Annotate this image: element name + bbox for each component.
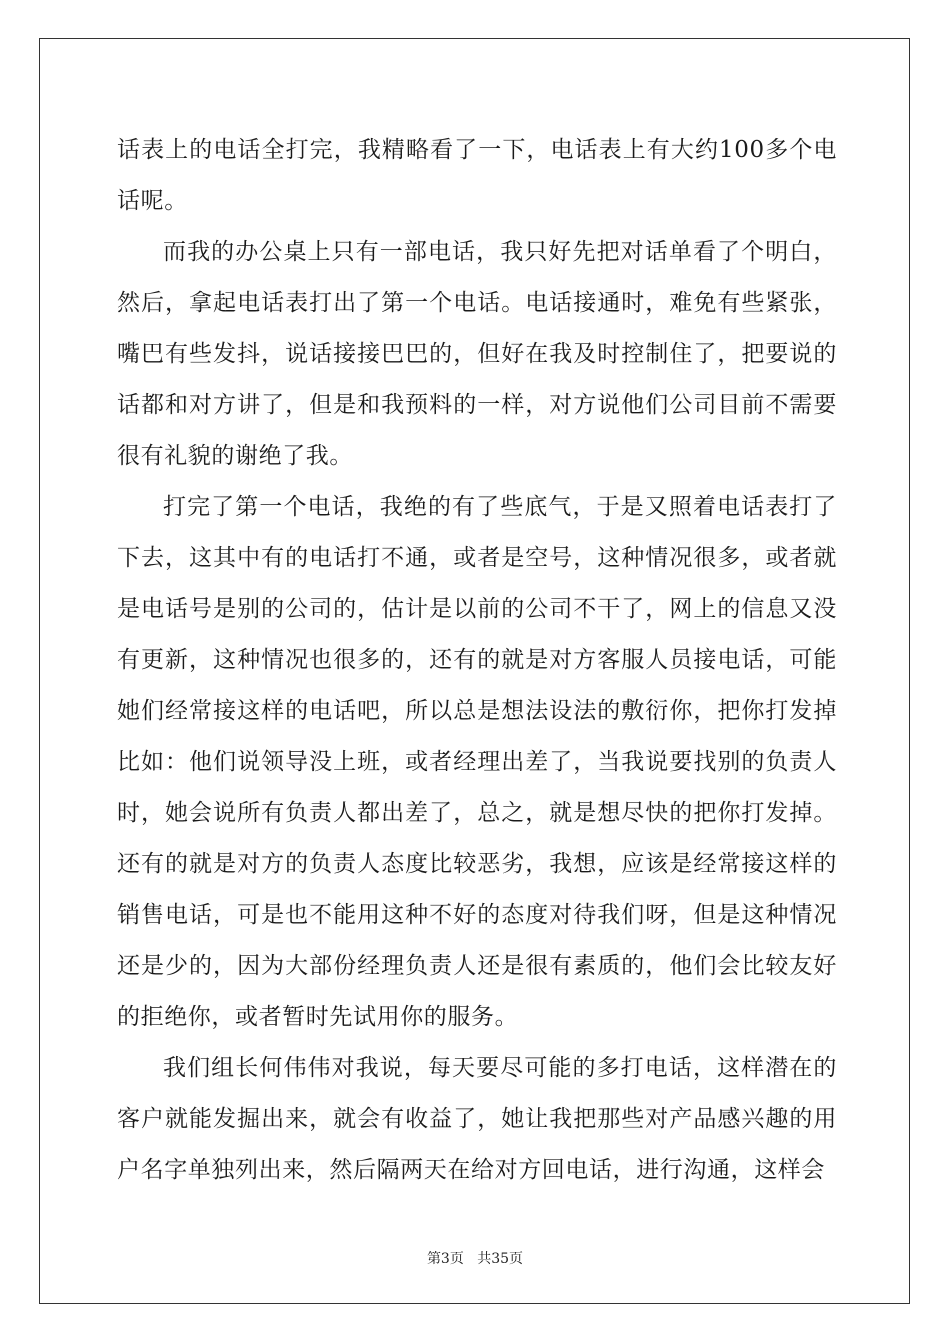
paragraph-continued: 话表上的电话全打完，我精略看了一下，电话表上有大约100多个电话呢。 [117, 137, 837, 214]
page-number: 第3页 [426, 1251, 464, 1267]
document-body [117, 125, 837, 1196]
total-pages: 共35页 [477, 1251, 524, 1267]
page-footer [0, 1248, 950, 1268]
paragraph: 而我的办公桌上只有一部电话，我只好先把对话单看了个明白，然后，拿起电话表打出了第一个电话。电话接通时，难免有些紧张，嘴巴有些发抖，说话接接巴巴的，但好在我及时控制住了，把要说的话都和对方讲了，但是和我预料的一样，对方说他们公司目前不需要很有礼貌的谢绝了我。 [117, 239, 837, 469]
paragraph: 我们组长何伟伟对我说，每天要尽可能的多打电话，这样潜在的客户就能发掘出来，就会有收益了，她让我把那些对产品感兴趣的用户名字单独列出来，然后隔两天在给对方回电话，进行沟通，这样会 [117, 1055, 837, 1183]
paragraph: 打完了第一个电话，我绝的有了些底气，于是又照着电话表打了下去，这其中有的电话打不通，或者是空号，这种情况很多，或者就是电话号是别的公司的，估计是以前的公司不干了，网上的信息又没有更新，这种情况也很多的，还有的就是对方客服人员接电话，可能她们经常接这样的电话吧，所以总是想法设法的敷衍你，把你打发掉比如：他们说领导没上班，或者经理出差了，当我说要找别的负责人时，她会说所有负责人都出差了，总之，就是想尽快的把你打发掉。还有的就是对方的负责人态度比较恶劣，我想，应该是经常接这样的销售电话，可是也不能用这种不好的态度对待我们呀，但是这种情况还是少的，因为大部份经理负责人还是很有素质的，他们会比较友好的拒绝你，或者暂时先试用你的服务。 [117, 494, 837, 1030]
